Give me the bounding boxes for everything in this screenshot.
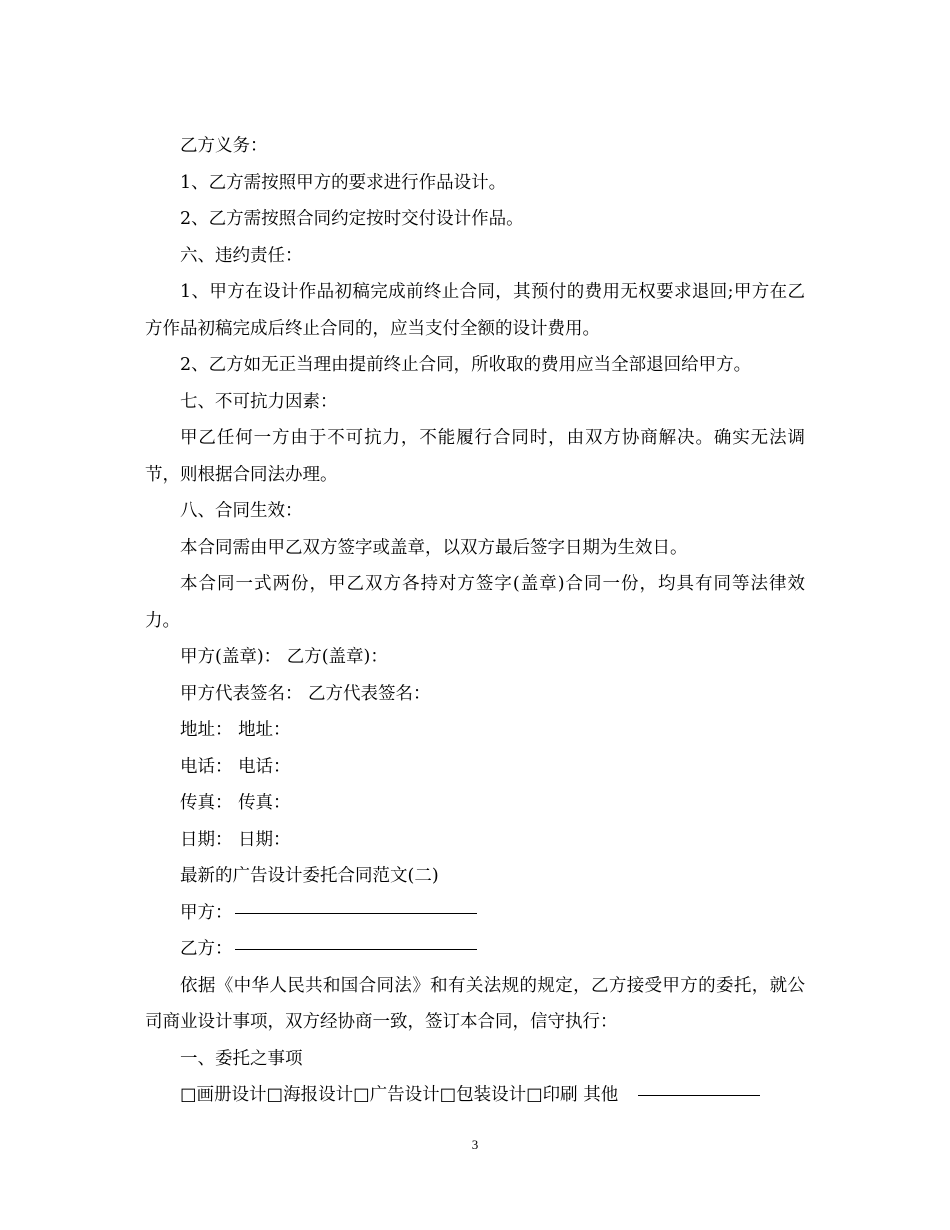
party-b-line xyxy=(145,931,805,968)
other-items-blank xyxy=(638,1094,760,1096)
document-body xyxy=(145,128,805,1114)
signature-date-line: 日期： 日期： xyxy=(180,829,291,850)
paragraph-breach-1: 1、甲方在设计作品初稿完成前终止合同，其预付的费用无权要求退回;甲方在乙方作品初稿完成后终止合同的，应当支付全额的设计费用。 xyxy=(145,282,805,339)
paragraph-party-b-obligations-heading: 乙方义务： xyxy=(180,136,268,156)
party-a-blank xyxy=(235,912,477,914)
paragraph-force-majeure: 甲乙任何一方由于不可抗力，不能履行合同时，由双方协商解决。确实无法调节，则根据合同法办理。 xyxy=(145,428,805,485)
commissioned-items-checklist xyxy=(145,1077,805,1114)
signature-phone-line: 电话： 电话： xyxy=(180,756,291,777)
paragraph-legal-basis: 依据《中华人民共和国合同法》和有关法规的规定，乙方接受甲方的委托，就公司商业设计事项，双方经协商一致，签订本合同，信守执行： xyxy=(145,975,805,1032)
second-contract-title: 最新的广告设计委托合同范文(二) xyxy=(180,866,439,886)
signature-fax-line: 传真： 传真： xyxy=(180,793,291,813)
section-heading-contract-effect: 八、合同生效： xyxy=(180,501,303,521)
party-b-label: 乙方： xyxy=(180,939,233,959)
page-number: 3 xyxy=(471,1137,479,1152)
section-heading-force-majeure: 七、不可抗力因素： xyxy=(180,391,338,412)
section-heading-breach-liability: 六、违约责任： xyxy=(180,245,303,266)
paragraph-contract-effect-2: 本合同一式两份，甲乙双方各持对方签字(盖章)合同一份，均具有同等法律效力。 xyxy=(145,574,805,631)
paragraph-breach-2: 2、乙方如无正当理由提前终止合同，所收取的费用应当全部退回给甲方。 xyxy=(180,355,752,375)
party-b-blank xyxy=(235,948,477,950)
commissioned-items-text: □画册设计□海报设计□广告设计□包装设计□印刷 其他 xyxy=(180,1085,619,1105)
section-heading-commissioned-matters: 一、委托之事项 xyxy=(180,1048,303,1069)
signature-seal-line: 甲方(盖章)： 乙方(盖章)： xyxy=(180,647,388,667)
signature-representative-line: 甲方代表签名： 乙方代表签名： xyxy=(180,683,431,704)
paragraph-party-b-obligation-1: 1、乙方需按照甲方的要求进行作品设计。 xyxy=(180,172,507,193)
signature-address-line: 地址： 地址： xyxy=(180,720,291,740)
paragraph-party-b-obligation-2: 2、乙方需按照合同约定按时交付设计作品。 xyxy=(180,209,524,229)
paragraph-contract-effect-1: 本合同需由甲乙双方签字或盖章，以双方最后签字日期为生效日。 xyxy=(180,537,688,558)
party-a-line xyxy=(145,895,805,932)
party-a-label: 甲方： xyxy=(180,902,233,923)
